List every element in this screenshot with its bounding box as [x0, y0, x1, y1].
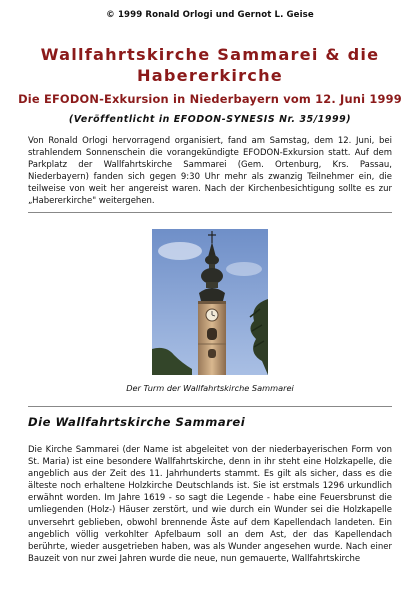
article-title: Wallfahrtskirche Sammarei & die Habererkirche [40, 45, 380, 85]
article-subtitle: Die EFODON-Exkursion in Niederbayern vom 12. Juni 1999 [18, 92, 402, 106]
section-heading: Die Wallfahrtskirche Sammarei [28, 415, 246, 429]
divider-top [28, 212, 392, 213]
figure-caption: Der Turm der Wallfahrtskirche Sammarei [126, 383, 294, 393]
section-paragraph: Die Kirche Sammarei (der Name ist abgeleitet von der niederbayerischen Form von St. Maria) ist eine besondere Wallfahrtskirche, denn in ihr steht eine Holzkapelle, die angeblich aus der Zeit des 11. Jahrhunderts stammt. Es gilt als sicher, dass es die älteste noch erhaltene Holzkirche Deutschlands ist. Sie ist erstmals 1296 urkundlich erwähnt worden. Im Jahre 1619 - so sagt die Legende - habe eine Feuersbrunst die umliegenden (Holz-) Häuser zerstört, und wie durch ein Wunder sei die Holzkapelle unversehrt geblieben, obwohl brennende Äste auf dem Kapellendach landeten. Ein angeblich völlig verkohlter Apfelbaum soll an dem Ast, der das Kapellendach berührte, wieder ausgetrieben haben, was als Wunder angesehen wurde. Nach einer Bauzeit von nur zwei Jahren wurde die neue, nun gemauerte, Wallfahrtskirche [28, 445, 392, 564]
divider-bottom [28, 406, 392, 407]
copyright-line: © 1999 Ronald Orlogi und Gernot L. Geise [106, 10, 314, 20]
publication-note: (Veröffentlicht in EFODON-SYNESIS Nr. 35/1999) [68, 114, 352, 125]
church-tower-photo [152, 229, 268, 375]
intro-paragraph: Von Ronald Orlogi hervorragend organisiert, fand am Samstag, dem 12. Juni, bei strahlendem Sonnenschein die vorangekündigte EFODON-Exkursion statt. Auf dem Parkplatz der Wallfahrtskirche Sammarei (Gem. Ortenburg, Krs. Passau, Niederbayern) fanden sich gegen 9:30 Uhr mehr als zwanzig Teilnehmer ein, die teilweise von weit her angereist waren. Nach der Kirchenbesichtigung sollte es zur „Habererkirche" weitergehen. [28, 136, 392, 207]
